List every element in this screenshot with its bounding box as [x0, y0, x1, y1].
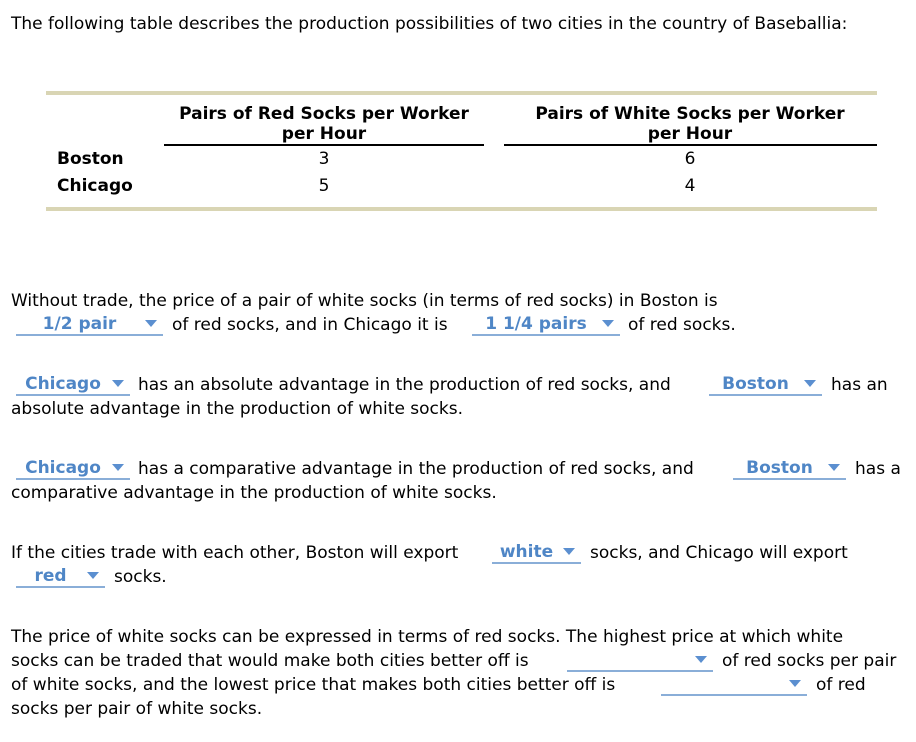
q5-text-c: of red socks per pair	[722, 651, 897, 671]
table-top-rule	[46, 91, 877, 95]
question-exports	[11, 541, 911, 589]
boston-export-value: white	[499, 542, 554, 562]
chicago-price-dropdown[interactable]	[472, 314, 620, 336]
highest-price-dropdown[interactable]	[567, 650, 713, 672]
header-underline-red	[164, 144, 484, 146]
q4-text-c: socks.	[114, 567, 167, 587]
q2-text-a: has an absolute advantage in the production of red socks, and	[138, 375, 671, 395]
chevron-down-icon	[804, 380, 816, 387]
intro-text: The following table describes the production possibilities of two cities in the country of Baseballia:	[11, 14, 848, 34]
q1-text-c: of red socks.	[628, 315, 736, 335]
header-white-line1: Pairs of White Socks per Worker	[535, 104, 845, 124]
question-absolute-advantage	[11, 373, 911, 421]
q1-text-a: Without trade, the price of a pair of white socks (in terms of red socks) in Boston is	[11, 291, 718, 311]
table-bottom-rule	[46, 207, 877, 211]
q4-text-a: If the cities trade with each other, Boston will export	[11, 543, 459, 563]
row-label-boston: Boston	[57, 149, 124, 169]
q2-text-b: has an	[831, 375, 888, 395]
chicago-export-dropdown[interactable]	[16, 566, 105, 588]
chevron-down-icon	[828, 464, 840, 471]
absolute-red-dropdown[interactable]	[16, 374, 130, 396]
absolute-red-value: Chicago	[25, 374, 101, 394]
chicago-export-value: red	[34, 566, 67, 586]
chevron-down-icon	[789, 680, 801, 687]
chevron-down-icon	[563, 548, 575, 555]
chevron-down-icon	[695, 656, 707, 663]
q1-text-b: of red socks, and in Chicago it is	[172, 315, 448, 335]
chicago-price-value: 1 1/4 pairs	[485, 314, 587, 334]
question-trade-price-range	[11, 625, 911, 721]
header-white-socks	[514, 104, 866, 144]
header-underline-white	[504, 144, 877, 146]
header-red-line1: Pairs of Red Socks per Worker	[179, 104, 469, 124]
q2-text-c: absolute advantage in the production of white socks.	[11, 399, 464, 419]
q3-text-b: has a	[855, 459, 901, 479]
production-table	[46, 91, 877, 211]
chevron-down-icon	[145, 320, 157, 327]
lowest-price-dropdown[interactable]	[661, 674, 807, 696]
comparative-white-value: Boston	[746, 458, 813, 478]
q5-text-b: socks can be traded that would make both cities better off is	[11, 651, 529, 671]
cell-chicago-red: 5	[318, 176, 330, 196]
header-red-line2: per Hour	[281, 124, 367, 144]
chevron-down-icon	[87, 572, 99, 579]
absolute-white-dropdown[interactable]	[709, 374, 822, 396]
cell-boston-white: 6	[684, 149, 696, 169]
boston-price-dropdown[interactable]	[16, 314, 163, 336]
q3-text-c: comparative advantage in the production of white socks.	[11, 483, 497, 503]
q3-text-a: has a comparative advantage in the production of red socks, and	[138, 459, 694, 479]
q5-text-d: of white socks, and the lowest price that makes both cities better off is	[11, 675, 616, 695]
header-red-socks	[164, 104, 484, 144]
q5-text-a: The price of white socks can be expressed in terms of red socks. The highest price at which white	[11, 627, 844, 647]
boston-export-dropdown[interactable]	[492, 542, 581, 564]
comparative-red-value: Chicago	[25, 458, 101, 478]
absolute-white-value: Boston	[722, 374, 789, 394]
boston-price-value: 1/2 pair	[42, 314, 117, 334]
chevron-down-icon	[112, 380, 124, 387]
chevron-down-icon	[112, 464, 124, 471]
q4-text-b: socks, and Chicago will export	[590, 543, 848, 563]
comparative-white-dropdown[interactable]	[733, 458, 846, 480]
row-label-chicago: Chicago	[57, 176, 133, 196]
comparative-red-dropdown[interactable]	[16, 458, 130, 480]
question-price-without-trade	[11, 289, 911, 337]
q5-text-f: socks per pair of white socks.	[11, 699, 263, 719]
question-comparative-advantage	[11, 457, 911, 505]
chevron-down-icon	[602, 320, 614, 327]
cell-chicago-white: 4	[684, 176, 696, 196]
q5-text-e: of red	[816, 675, 866, 695]
header-white-line2: per Hour	[647, 124, 733, 144]
cell-boston-red: 3	[318, 149, 330, 169]
